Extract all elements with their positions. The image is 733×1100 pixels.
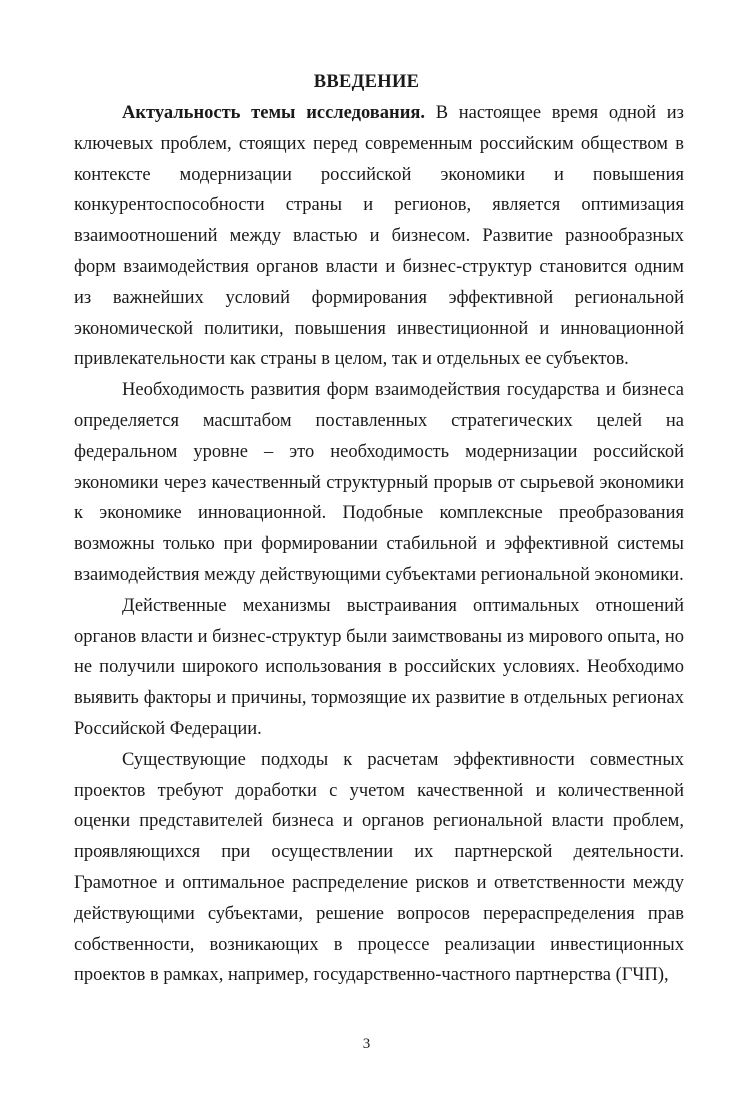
paragraph <box>74 745 684 991</box>
paragraph-text: Существующие подходы к расчетам эффективности совместных проектов требуют доработки с учетом качественной и количественной оценки представителей бизнеса и органов региональной власти проблем, проявляющихся при осуществлении их партнерской деятельности. Грамотное и оптимальное распределение рисков и ответственности между действующими субъектами, решение вопросов перераспределения прав собственности, возникающих в процессе реализации инвестиционных проектов в рамках, например, государственно-частного партнерства (ГЧП), <box>74 749 684 986</box>
paragraph-text: Действенные механизмы выстраивания оптимальных отношений органов власти и бизнес-структур были заимствованы из мирового опыта, но не получили широкого использования в российских условиях. Необходимо выявить факторы и причины, тормозящие их развитие в отдельных регионах Российской Федерации. <box>74 595 684 739</box>
page-title: ВВЕДЕНИЕ <box>313 72 420 92</box>
paragraph-lead: Актуальность темы исследования. <box>122 103 425 123</box>
paragraph <box>74 98 684 375</box>
paragraph-text: Необходимость развития форм взаимодействия государства и бизнеса определяется масштабом поставленных стратегических целей на федеральном уровне – это необходимость модернизации российской экономики через качественный структурный прорыв от сырьевой экономики к экономике инновационной. Подобные комплексные преобразования возможны только при формировании стабильной и эффективной системы взаимодействия между действующими субъектами региональной экономики. <box>74 380 684 585</box>
paragraph <box>74 591 684 745</box>
page-number: 3 <box>362 1036 371 1052</box>
paragraph-text: В настоящее время одной из ключевых проблем, стоящих перед современным российским обществом в контексте модернизации российской экономики и повышения конкурентоспособности страны и регионов, является оптимизация взаимоотношений между властью и бизнесом. Развитие разнообразных форм взаимодействия органов власти и бизнес-структур становится одним из важнейших условий формирования эффективной региональной экономической политики, повышения инвестиционной и инновационной привлекательности как страны в целом, так и отдельных ее субъектов. <box>74 103 684 370</box>
body-text <box>74 98 684 991</box>
paragraph <box>74 375 684 591</box>
